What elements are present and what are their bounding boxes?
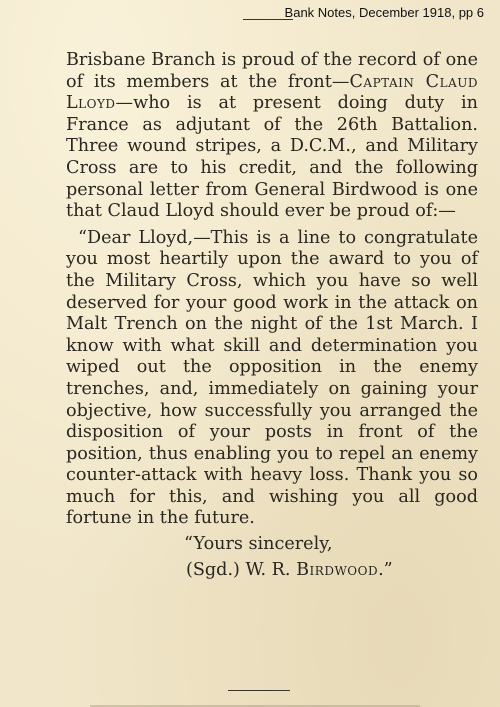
signature-name: Birdwood [296, 560, 379, 581]
paragraph-announcement-body: —who is at present doing duty in France as adjutant of the 26th Battalion. Three wound stripes, a D.C.M., and Military Cross are to his credit, and the following personal letter from General Birdwood is one that Claud Lloyd should ever be proud of:— [66, 93, 478, 222]
paragraph-letter: “Dear Lloyd,—This is a line to congratulate you most heartily upon the award to you of the Military Cross, which you have so well deserved for your good work in the attack on Malt Trench on the night of the 1st March. I know with what skill and determination you wiped out the opposition in the enemy trenches, and, immediately on gaining your objective, how successfully you arranged the disposition of your posts in front of the position, thus enabling you to repel an enemy counter-attack with heavy loss. Thank you so much for this, and wishing you all good fortune in the future. [66, 227, 478, 529]
source-caption: Bank Notes, December 1918, pp 6 [284, 5, 484, 20]
bottom-rule [228, 690, 290, 691]
paragraph-announcement [66, 50, 478, 223]
article [66, 50, 478, 582]
letter-closing: “Yours sincerely, [184, 534, 333, 555]
signature-prefix: (Sgd.) W. R. [186, 560, 297, 581]
captain-name: Captain Claud Lloyd [66, 71, 478, 114]
paragraph-announcement-lead: Brisbane Branch is proud of the record of one of its members at the front— [66, 50, 478, 92]
signature-suffix: .” [378, 560, 393, 581]
letter-signature [66, 558, 478, 582]
